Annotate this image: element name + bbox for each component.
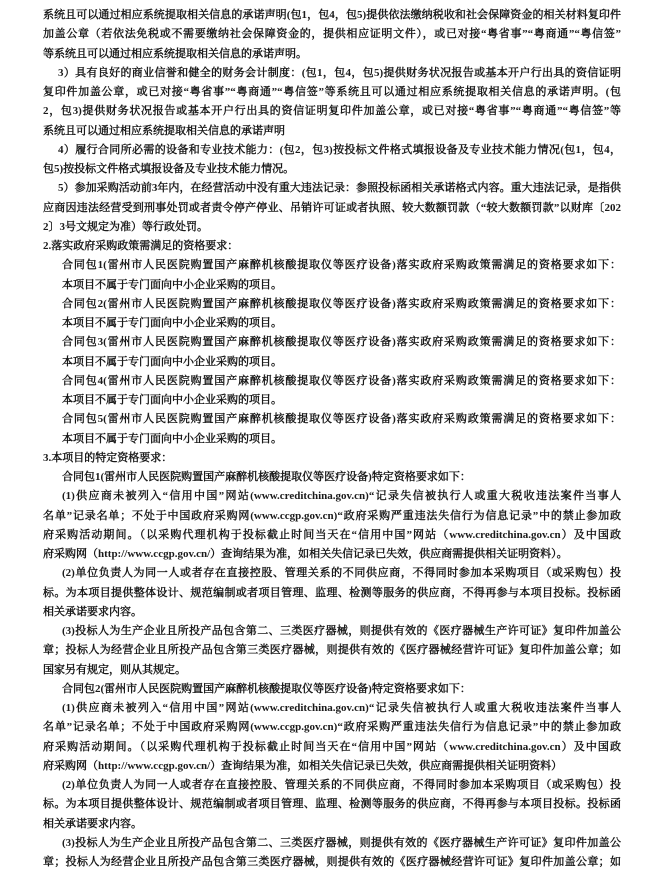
text-line: 等系统且可以通过相应系统提取相关信息的承诺声明。 [43,47,307,60]
paragraph [43,776,621,834]
text-line: (1)供应商未被列入“信用中国”网站(www.creditchina.gov.cn)“记录失信被执行人或重大税收违法案件当事人 [62,702,621,714]
text-line: 3）具有良好的商业信誉和健全的财务会计制度：(包1，包4，包5)提供财务状况报告或基本开户行出具的资信证明 [58,66,621,79]
paragraph [43,699,621,776]
paragraph [43,430,621,449]
text-line: 复印件加盖公章，或已对接“粤省事”“粤商通”“粤信签”等系统且可以通过相应系统提取相关信息的承诺声明。(包 [43,86,621,98]
text-line: (3)投标人为生产企业且所投产品包含第二、三类医疗器械，则提供有效的《医疗器械生产许可证》复印件加盖公 [62,625,621,637]
text-line: 本项目不属于专门面向中小企业采购的项目。 [62,432,282,445]
text-line: 5）参加采购活动前3年内，在经营活动中没有重大违法记录：参照投标函相关承诺格式内容。重大违法记录，是指供 [58,182,621,195]
text-line: 章；投标人为经营企业且所投产品包含第三类医疗器械，则提供有效的《医疗器械经营许可证》复印件加盖公章；如 [43,856,621,868]
text-line: 国家另有规定，则从其规定。 [43,663,186,676]
text-line: 名单”记录名单；不处于中国政府采购网(www.ccgp.gov.cn)“政府采购严重违法失信行为信息记录”中的禁止参加政 [43,509,621,522]
text-line: 2〕3号文规定为准）等行政处罚。 [43,220,208,233]
text-line: 加盖公章（若依法免税或不需要缴纳社会保障资金的，提供相应证明文件），或已对接“粤省事”“粤商通”“粤信签” [43,28,621,41]
text-line: 府采购网（http://www.ccgp.gov.cn/）查询结果为准，如相关失信记录已失效，供应商需提供相关证明资料）。 [43,548,568,560]
text-line: 府采购活动期间。（以采购代理机构于投标截止时间当天在“信用中国”网站（www.creditchina.gov.cn）及中国政 [43,740,621,753]
text-line: 本项目不属于专门面向中小企业采购的项目。 [62,317,282,329]
text-line: 标。为本项目提供整体设计、规范编制或者项目管理、监理、检测等服务的供应商，不得再参与本项目投标。投标函 [43,586,621,599]
paragraph [43,487,621,564]
paragraph [43,6,621,64]
text-line: 标。为本项目提供整体设计、规范编制或者项目管理、监理、检测等服务的供应商，不得再参与本项目投标。投标函 [43,798,621,811]
text-line: 本项目不属于专门面向中小企业采购的项目。 [62,394,282,406]
paragraph [43,237,621,256]
text-line: 府采购网（http://www.ccgp.gov.cn/）查询结果为准，如相关失信记录已失效，供应商需提供相关证明资料） [43,759,563,772]
text-line: 本项目不属于专门面向中小企业采购的项目。 [62,355,282,368]
paragraph [43,449,621,468]
paragraph [43,372,621,391]
paragraph [43,256,621,275]
paragraph [43,353,621,372]
paragraph [43,295,621,314]
text-line: 合同包2(雷州市人民医院购置国产麻醉机核酸提取仪等医疗设备)特定资格要求如下： [62,682,471,695]
paragraph [43,564,621,622]
paragraph [43,834,621,873]
paragraph [43,333,621,352]
paragraph [43,179,621,237]
paragraph [43,64,621,141]
paragraph [43,680,621,699]
text-line: 名单”记录名单；不处于中国政府采购网(www.ccgp.gov.cn)“政府采购严重违法失信行为信息记录”中的禁止参加政 [43,721,621,734]
text-line: (2)单位负责人为同一人或者存在直接控股、管理关系的不同供应商，不得同时参加本采购项目（或采购包）投 [62,779,621,791]
paragraph [43,468,621,487]
text-line: 应商因违法经营受到刑事处罚或者责令停产停业、吊销许可证或者执照、较大数额罚款（“较大数额罚款”以财库〔202 [43,201,621,214]
text-line: 合同包5(雷州市人民医院购置国产麻醉机核酸提取仪等医疗设备)落实政府采购政策需满足的资格要求如下： [62,413,621,426]
text-line: 系统且可以通过相应系统提取相关信息的承诺声明 [43,124,285,137]
text-line: 相关承诺要求内容。 [43,605,142,618]
paragraph [43,622,621,680]
text-line: 合同包4(雷州市人民医院购置国产麻醉机核酸提取仪等医疗设备)落实政府采购政策需满足的资格要求如下： [62,374,621,387]
text-line: 2.落实政府采购政策需满足的资格要求： [43,240,239,252]
document-body [43,6,621,872]
text-line: (3)投标人为生产企业且所投产品包含第二、三类医疗器械，则提供有效的《医疗器械生产许可证》复印件加盖公 [62,836,621,849]
text-line: 4）履行合同所必需的设备和专业技术能力：(包2，包3)按投标文件格式填报设备及专业技术能力情况(包1，包4， [58,143,621,156]
paragraph [43,410,621,429]
text-line: (1)供应商未被列入“信用中国”网站(www.creditchina.gov.cn)“记录失信被执行人或重大税收违法案件当事人 [62,490,621,503]
paragraph [43,314,621,333]
text-line: (2)单位负责人为同一人或者存在直接控股、管理关系的不同供应商，不得同时参加本采购项目（或采购包）投 [62,567,621,580]
text-line: 本项目不属于专门面向中小企业采购的项目。 [62,278,282,291]
text-line: 3.本项目的特定资格要求： [43,451,173,464]
text-line: 包5)按投标文件格式填报设备及专业技术能力情况。 [43,163,295,175]
text-line: 相关承诺要求内容。 [43,817,142,830]
text-line: 合同包3(雷州市人民医院购置国产麻醉机核酸提取仪等医疗设备)落实政府采购政策需满足的资格要求如下： [62,336,621,349]
text-line: 章；投标人为经营企业且所投产品包含第三类医疗器械，则提供有效的《医疗器械经营许可证》复印件加盖公章；如 [43,644,621,657]
text-line: 2，包3)提供财务状况报告或基本开户行出具的资信证明复印件加盖公章，或已对接“粤省事”“粤商通”“粤信签”等 [43,105,621,118]
text-line: 合同包1(雷州市人民医院购置国产麻醉机核酸提取仪等医疗设备)特定资格要求如下： [62,471,471,483]
text-line: 合同包2(雷州市人民医院购置国产麻醉机核酸提取仪等医疗设备)落实政府采购政策需满足的资格要求如下： [62,297,621,310]
text-line: 合同包1(雷州市人民医院购置国产麻醉机核酸提取仪等医疗设备)落实政府采购政策需满足的资格要求如下： [62,259,621,272]
paragraph [43,276,621,295]
text-line: 府采购活动期间。（以采购代理机构于投标截止时间当天在“信用中国”网站（www.creditchina.gov.cn）及中国政 [43,528,621,541]
text-line: 系统且可以通过相应系统提取相关信息的承诺声明(包1，包4，包5)提供依法缴纳税收和社会保障资金的相关材料复印件 [43,9,621,21]
paragraph [43,391,621,410]
paragraph [43,141,621,180]
